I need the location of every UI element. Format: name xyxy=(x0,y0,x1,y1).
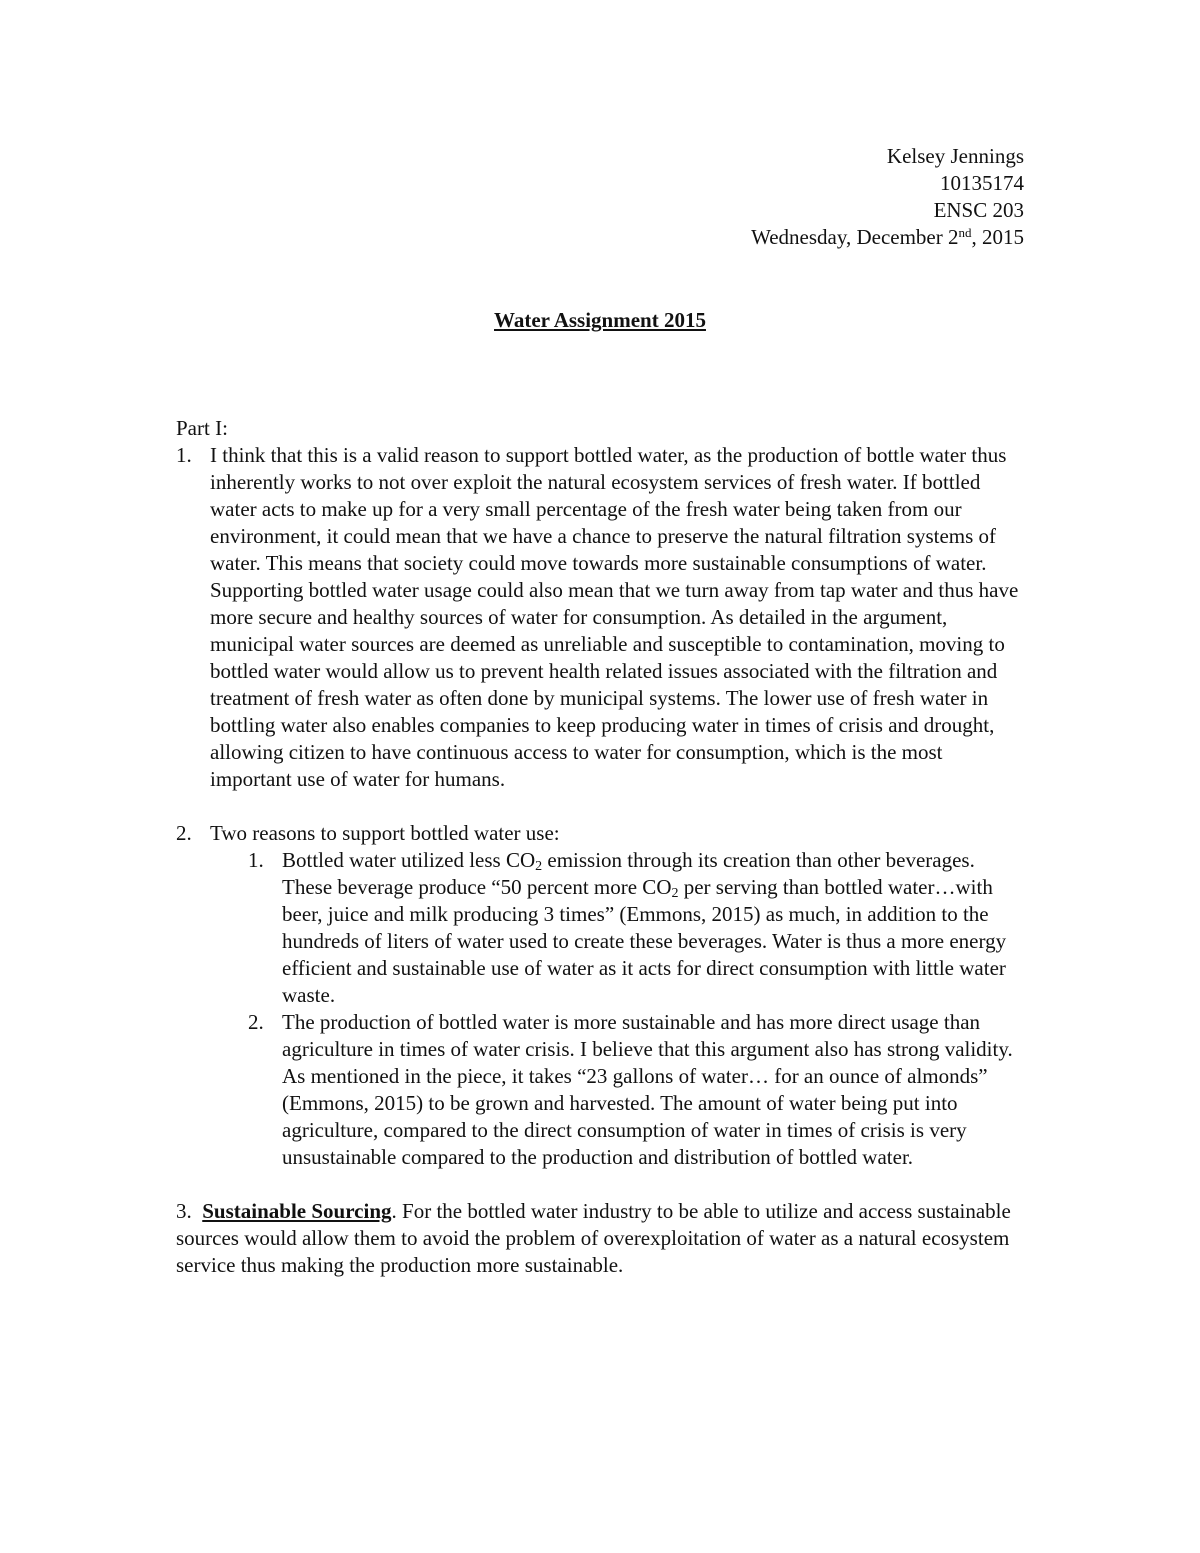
question-2-intro: Two reasons to support bottled water use: xyxy=(210,821,560,845)
question-1-text: I think that this is a valid reason to support bottled water, as the production of bottle water thus inherently works to not over exploit the natural ecosystem services of fresh water. If bottled water acts to make up for a very small percentage of the fresh water being taken from our environment, it could mean that we have a chance to preserve the natural filtration systems of water. This means that society could move towards more sustainable consumptions of water. Supporting bottled water usage could also mean that we turn away from tap water and thus have more secure and healthy sources of water for consumption. As detailed in the argument, municipal water sources are deemed as unreliable and susceptible to contamination, moving to bottled water would allow us to prevent health related issues associated with the filtration and treatment of fresh water as often done by municipal systems. The lower use of fresh water in bottling water also enables companies to keep producing water in times of crisis and drought, allowing citizen to have continuous access to water for consumption, which is the most important use of water for humans. xyxy=(210,443,1019,791)
date-suffix: , 2015 xyxy=(971,225,1024,249)
spacer xyxy=(176,1171,1026,1198)
question-1 xyxy=(176,442,1026,793)
question-2 xyxy=(176,820,1026,847)
question-2-number: 2. xyxy=(176,821,192,845)
question-3-text: . For the bottled water industry to be able to utilize and access sustainable sources would allow them to avoid the problem of overexploitation of water as a natural ecosystem service thus making the production more sustainable. xyxy=(176,1199,1011,1277)
part-label: Part I: xyxy=(176,416,228,440)
author-name: Kelsey Jennings xyxy=(886,144,1024,168)
reason-1-text-a: Bottled water utilized less CO xyxy=(282,848,536,872)
course-code: ENSC 203 xyxy=(933,198,1024,222)
question-3 xyxy=(176,1198,1026,1279)
question-1-number: 1. xyxy=(176,443,192,467)
student-id: 10135174 xyxy=(940,171,1024,195)
document-body xyxy=(176,415,1026,1279)
reason-1-text-c: per serving than bottled water…with beer, juice and milk producing 3 times” (Emmons, 2015) as much, in addition to the hundreds of liters of water used to create these beverages. Water is thus a more energy efficient and sustainable use of water as it acts for direct consumption with little water waste. xyxy=(282,875,1007,1007)
reason-1-text-b: emission through its creation than other beverages. These beverage produce “50 percent more CO xyxy=(282,848,975,899)
date-ordinal: nd xyxy=(958,225,972,240)
reason-1-text xyxy=(248,847,1026,1009)
date-prefix: Wednesday, December 2 xyxy=(751,225,959,249)
question-3-number: 3. xyxy=(176,1199,192,1223)
spacer xyxy=(176,793,1026,820)
co2-subscript: 2 xyxy=(535,859,543,874)
co2-subscript: 2 xyxy=(671,886,679,901)
header-block xyxy=(751,143,1024,251)
document-title: Water Assignment 2015 xyxy=(494,308,706,332)
reason-1-number: 1. xyxy=(248,848,264,872)
reason-1 xyxy=(176,847,1026,1009)
reason-2 xyxy=(176,1009,1026,1171)
reason-2-text: The production of bottled water is more sustainable and has more direct usage than agriculture in times of water crisis. I believe that this argument also has strong validity. As mentioned in the piece, it takes “23 gallons of water… for an ounce of almonds” (Emmons, 2015) to be grown and harvested. The amount of water being put into agriculture, compared to the direct consumption of water in times of crisis is very unsustainable compared to the production and distribution of bottled water. xyxy=(282,1010,1013,1169)
reason-2-number: 2. xyxy=(248,1010,264,1034)
date-line xyxy=(751,224,1024,251)
question-3-heading: Sustainable Sourcing xyxy=(202,1199,392,1223)
